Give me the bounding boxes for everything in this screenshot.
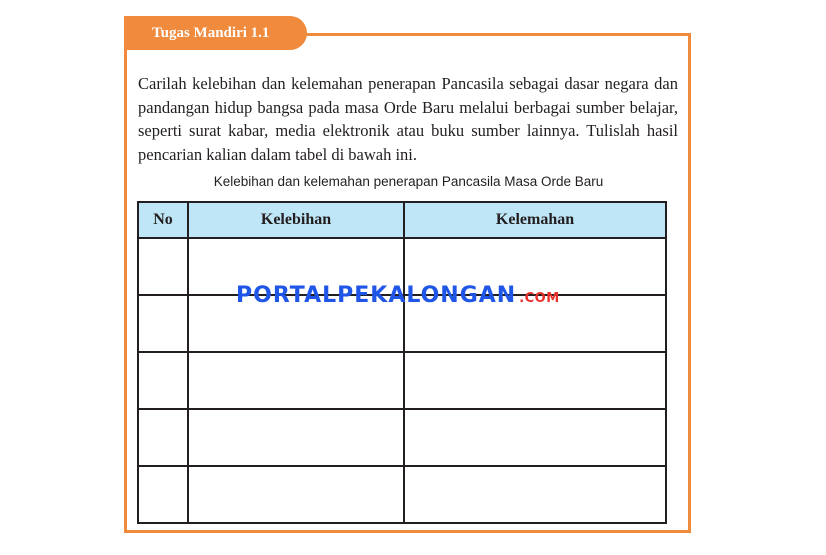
cell-kelebihan <box>188 466 404 523</box>
cell-kelemahan <box>404 352 666 409</box>
watermark-logo <box>236 283 560 308</box>
task-title-tab: Tugas Mandiri 1.1 <box>124 16 307 50</box>
watermark-domain: .COM <box>519 291 560 306</box>
instruction-paragraph: Carilah kelebihan dan kelemahan penerapan Pancasila sebagai dasar negara dan pandangan hidup bangsa pada masa Orde Baru melalui berbagai sumber belajar, seperti surat kabar, media elektronik atau buku sumber lainnya. Tulislah hasil pencarian kalian dalam tabel di bawah ini. <box>138 74 678 164</box>
table-row <box>138 352 666 409</box>
cell-no <box>138 352 188 409</box>
cell-no <box>138 409 188 466</box>
table-header-row <box>138 202 666 238</box>
cell-no <box>138 238 188 295</box>
header-no: No <box>138 202 188 238</box>
header-kelebihan: Kelebihan <box>188 202 404 238</box>
table-row <box>138 409 666 466</box>
table-caption: Kelebihan dan kelemahan penerapan Pancasila Masa Orde Baru <box>213 174 604 189</box>
watermark-name: PORTALPEKALONGAN <box>236 283 517 308</box>
cell-kelemahan <box>404 409 666 466</box>
cell-kelemahan <box>404 466 666 523</box>
header-kelemahan: Kelemahan <box>404 202 666 238</box>
answer-table <box>137 201 667 524</box>
cell-kelebihan <box>188 409 404 466</box>
table-row <box>138 466 666 523</box>
cell-no <box>138 466 188 523</box>
cell-kelebihan <box>188 352 404 409</box>
cell-no <box>138 295 188 352</box>
